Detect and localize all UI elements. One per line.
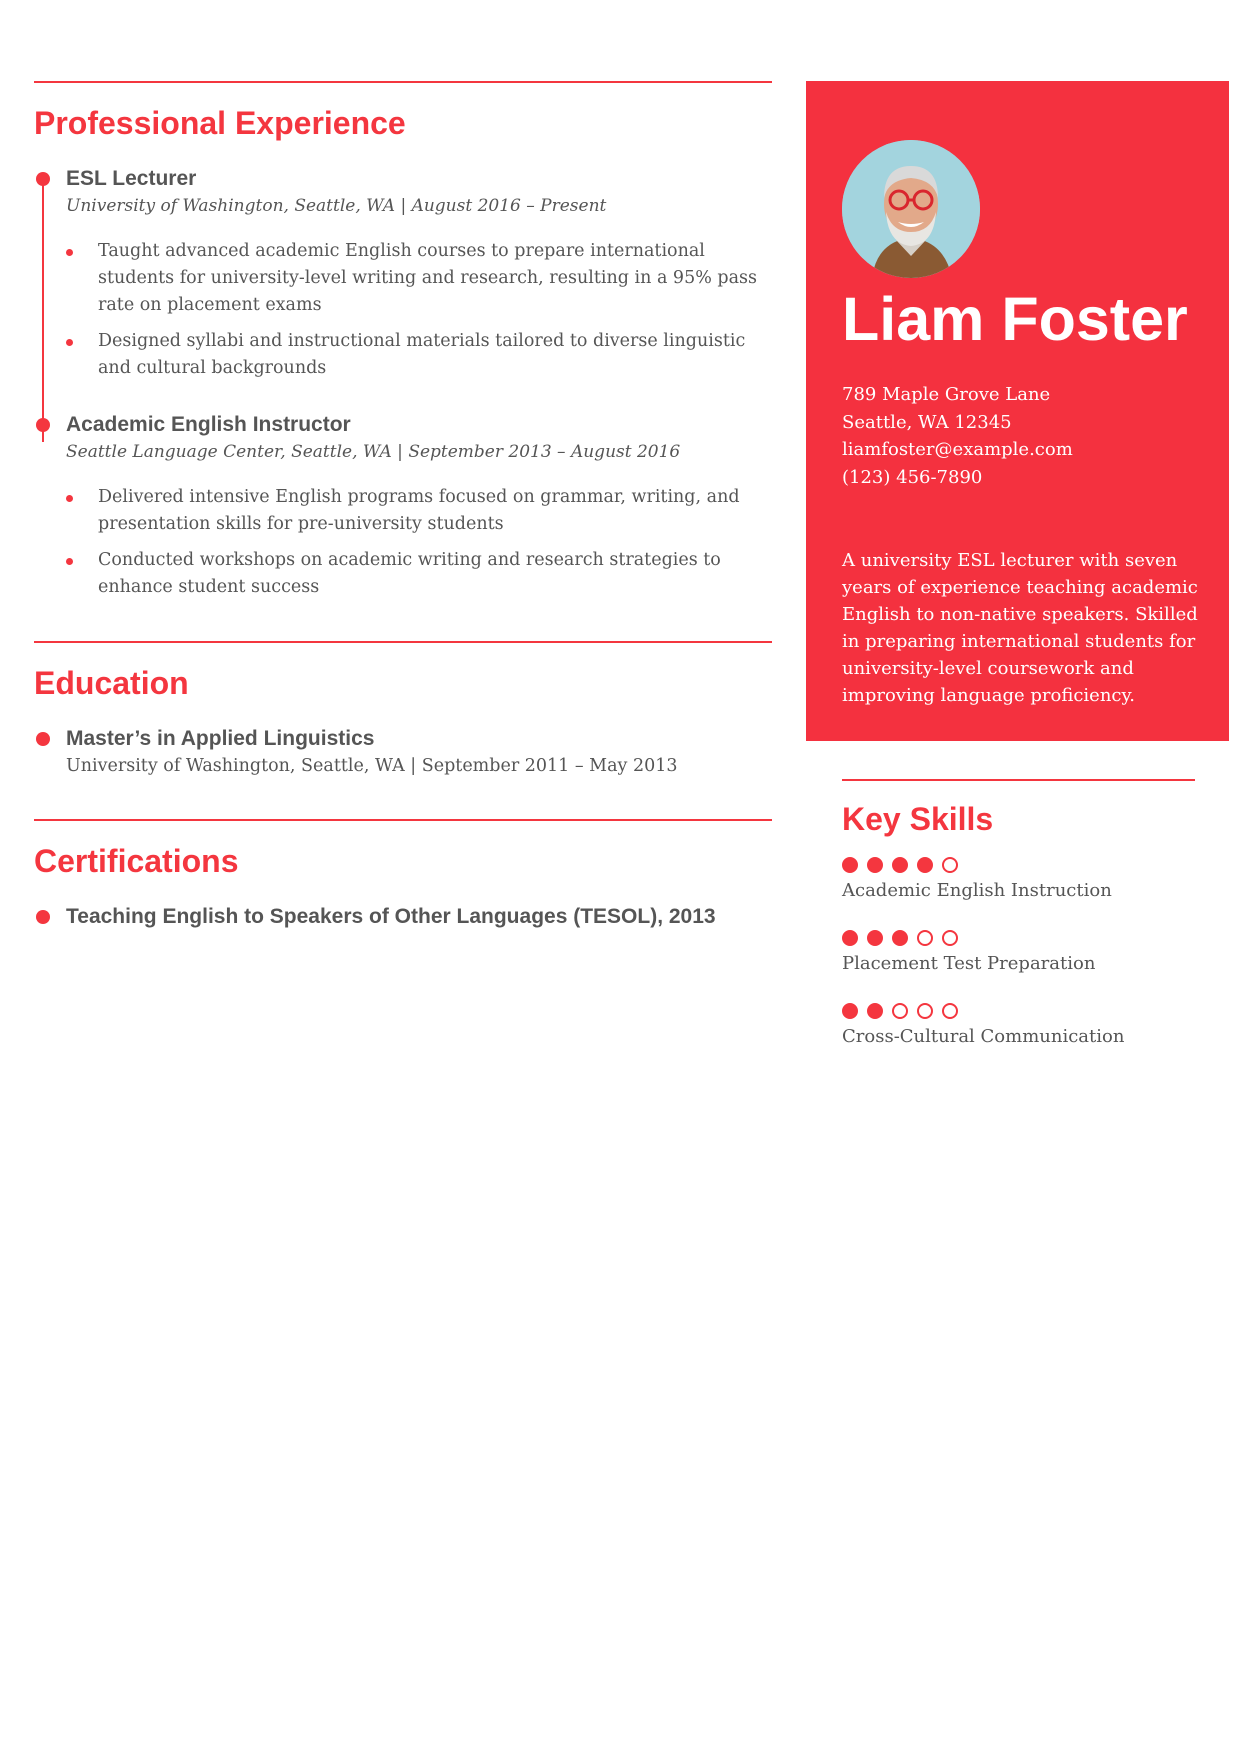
list-item: [66, 484, 772, 538]
job-title: Academic English Instructor: [66, 413, 351, 436]
skill-label: Cross-Cultural Communication: [842, 1026, 1125, 1047]
rating-dot-filled: [892, 857, 908, 873]
certification-entry: [34, 903, 772, 931]
skills-section: [842, 779, 1195, 1076]
job-bullets: [66, 238, 772, 382]
profile-panel: [806, 81, 1229, 741]
rating-dot-filled: [867, 930, 883, 946]
rating-dot-filled: [842, 930, 858, 946]
section-divider: [34, 819, 772, 821]
skill-item: [842, 1003, 1195, 1050]
list-item: [66, 238, 772, 319]
address-line-2: Seattle, WA 12345: [842, 411, 1012, 433]
bullet-dot: [66, 249, 73, 256]
job-meta: Seattle Language Center, Seattle, WA | September 2013 – August 2016: [66, 442, 681, 462]
section-divider: [842, 779, 1195, 781]
address-line-1: 789 Maple Grove Lane: [842, 384, 1051, 405]
phone-text: (123) 456-7890: [842, 466, 983, 488]
contact-block: [842, 381, 1073, 491]
avatar: [842, 140, 980, 278]
job-title: ESL Lecturer: [66, 167, 197, 190]
rating-dot-filled: [867, 1003, 883, 1019]
job-entry: [34, 165, 772, 382]
bullet-text: Taught advanced academic English courses to prepare international students for university-level writing and research, resulting in a 95% pass rate on placement exams: [98, 241, 757, 315]
experience-heading: Professional Experience: [34, 105, 406, 141]
list-item: [66, 328, 772, 382]
skill-item: [842, 930, 1195, 977]
rating-dot-empty: [942, 1003, 958, 1019]
list-item: [66, 547, 772, 601]
certification-title: Teaching English to Speakers of Other Languages (TESOL), 2013: [66, 905, 716, 928]
education-heading: Education: [34, 665, 189, 701]
education-entry: [34, 725, 772, 779]
education-meta: University of Washington, Seattle, WA | September 2011 – May 2013: [66, 756, 678, 776]
rating-dot-empty: [917, 930, 933, 946]
rating-dot-filled: [842, 1003, 858, 1019]
skills-heading: Key Skills: [842, 801, 994, 837]
skill-label: Placement Test Preparation: [842, 953, 1096, 974]
skill-rating: [842, 857, 1195, 874]
section-divider: [34, 81, 772, 83]
bullet-text: Delivered intensive English programs focused on grammar, writing, and presentation skills for pre-university students: [98, 487, 740, 534]
rating-dot-filled: [917, 857, 933, 873]
job-meta: University of Washington, Seattle, WA | August 2016 – Present: [66, 196, 607, 216]
timeline-dot: [36, 732, 50, 746]
skill-rating: [842, 1003, 1195, 1020]
rating-dot-filled: [892, 930, 908, 946]
profile-summary: A university ESL lecturer with seven years of experience teaching academic English to non-native speakers. Skilled in preparing international students for university-level coursework and improving language proficiency.: [842, 550, 1198, 706]
bullet-text: Designed syllabi and instructional materials tailored to diverse linguistic and cultural backgrounds: [98, 331, 746, 378]
email-text: liamfoster@example.com: [842, 439, 1073, 460]
rating-dot-filled: [867, 857, 883, 873]
job-bullets: [66, 484, 772, 601]
rating-dot-empty: [917, 1003, 933, 1019]
profile-name: Liam Foster: [842, 285, 1188, 353]
skill-rating: [842, 930, 1195, 947]
certifications-heading: Certifications: [34, 843, 239, 879]
timeline-dot: [36, 418, 50, 432]
job-entry: [34, 411, 772, 601]
timeline-dot: [36, 172, 50, 186]
rating-dot-filled: [842, 857, 858, 873]
rating-dot-empty: [892, 1003, 908, 1019]
bullet-dot: [66, 558, 73, 565]
degree-title: Master’s in Applied Linguistics: [66, 727, 375, 750]
skill-label: Academic English Instruction: [842, 880, 1112, 901]
bullet-dot: [66, 339, 73, 346]
skill-item: [842, 857, 1195, 904]
rating-dot-empty: [942, 857, 958, 873]
section-divider: [34, 641, 772, 643]
avatar-photo: [842, 140, 980, 278]
skills-list: [842, 857, 1195, 1050]
experience-timeline: [34, 165, 772, 601]
timeline-dot: [36, 910, 50, 924]
bullet-text: Conducted workshops on academic writing and research strategies to enhance student success: [98, 550, 721, 597]
main-column: [34, 81, 772, 931]
rating-dot-empty: [942, 930, 958, 946]
bullet-dot: [66, 495, 73, 502]
